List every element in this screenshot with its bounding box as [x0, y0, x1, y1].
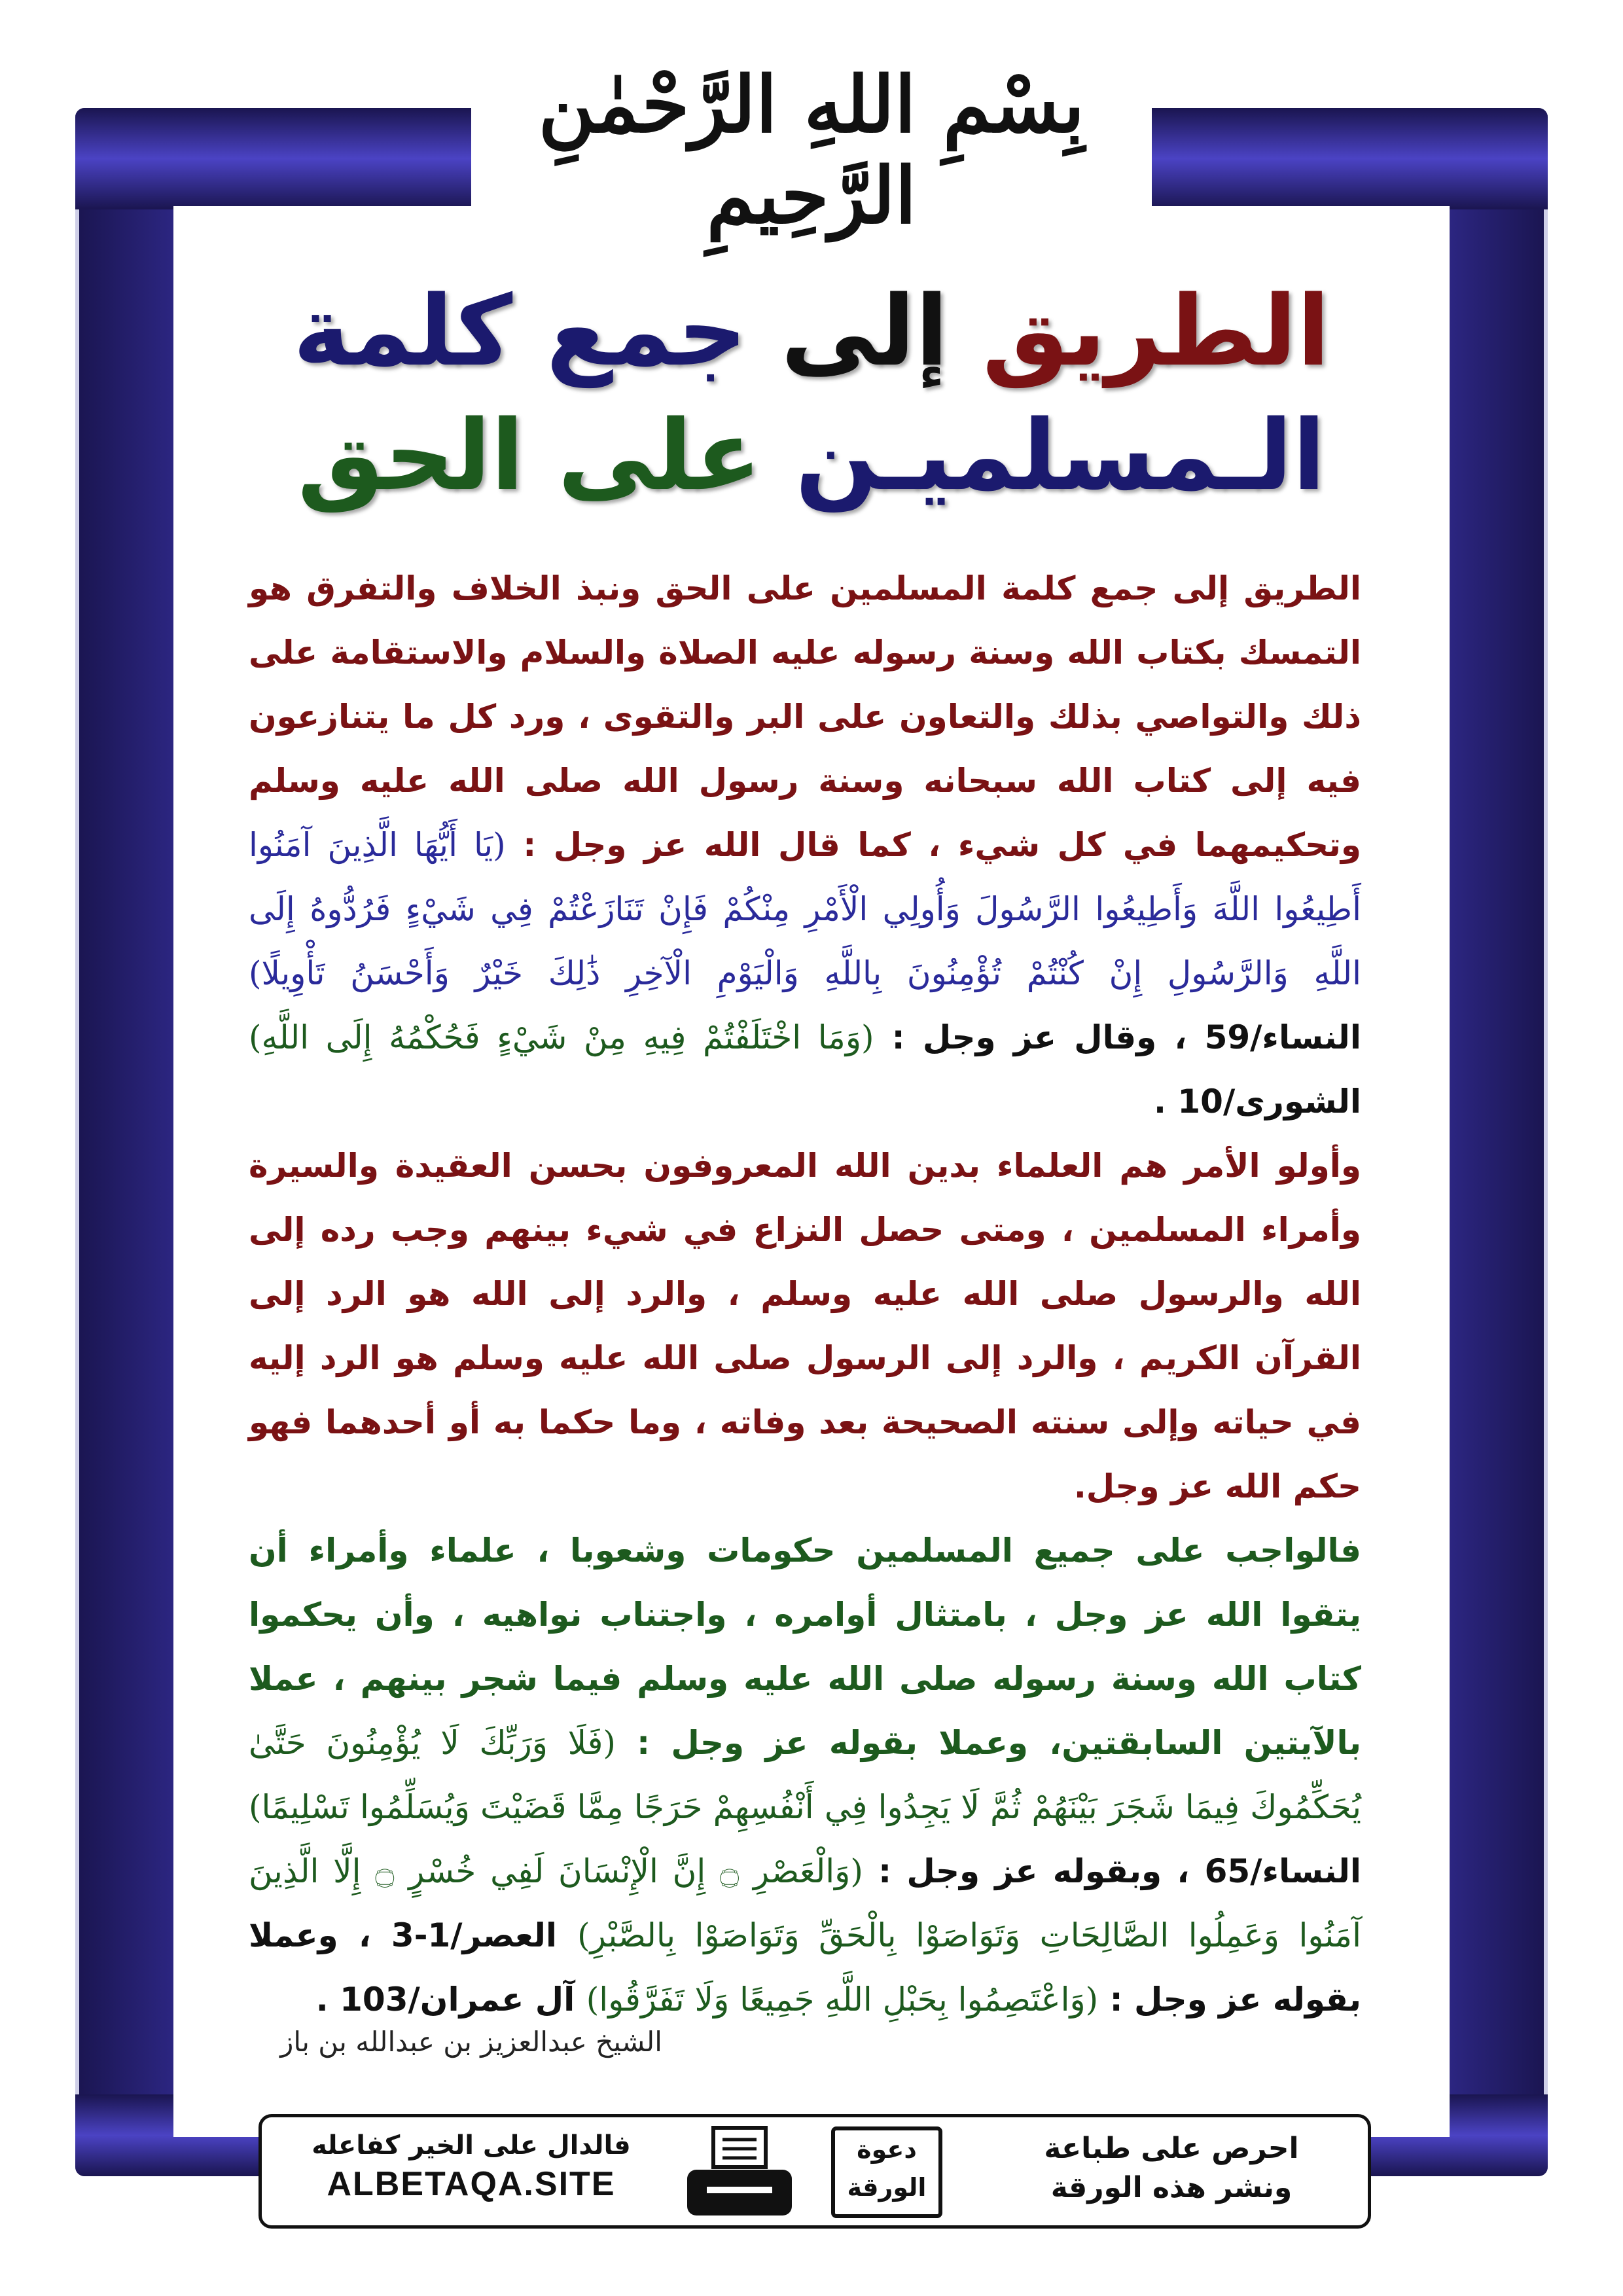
- verse-reference: آل عمران/103 .: [315, 1981, 575, 2018]
- paragraph-1-text-b: وقال عز وجل :: [891, 1018, 1157, 1056]
- logo-line1: دعوة: [857, 2135, 917, 2164]
- footer-site-block: [288, 2126, 654, 2204]
- verse-reference: العصر/1-3 ،: [358, 1916, 558, 1954]
- paragraph-1-text: الطريق إلى جمع كلمة المسلمين على الحق ونبذ الخلاف والتفرق هو التمسك بكتاب الله وسنة رسوله عليه الصلاة والسلام والاستقامة على ذلك والتواصي بذلك والتعاون على البر والتقوى ، ورد كل ما يتنازعون فيه إلى كتاب الله سبحانه وسنة رسول الله صلى الله عليه وسلم وتحكيمهما في كل شيء ، كما قال الله عز وجل :: [249, 569, 1361, 864]
- verse-reference: النساء/59 ،: [1174, 1018, 1361, 1056]
- page-title-line1: [0, 275, 1623, 387]
- basmala-box: [471, 13, 1152, 241]
- article-body: [249, 556, 1361, 2032]
- logo-line2: الورقة: [847, 2173, 927, 2202]
- footer-print-note: [1001, 2129, 1342, 2208]
- footer-print-line1: احرص على طباعة: [1044, 2132, 1299, 2165]
- quran-verse: (وَالْعَصْرِ ۝ إِنَّ الْإِنْسَانَ لَفِي خُسْرٍ ۝ إِلَّا الَّذِينَ آمَنُوا وَعَمِلُوا الصَّالِحَاتِ وَتَوَاصَوْا بِالْحَقِّ وَتَوَاصَوْا بِالصَّبْرِ): [249, 1852, 1361, 1954]
- verse-reference: النساء/65 ،: [1177, 1852, 1361, 1890]
- paragraph-3-text-c: وعملا بقوله عز وجل :: [249, 1916, 1361, 2018]
- footer-print-line2: ونشر هذه الورقة: [1050, 2171, 1293, 2204]
- paragraph-2: وأولو الأمر هم العلماء بدين الله المعروفون بحسن العقيدة والسيرة وأمراء المسلمين ، ومتى حصل النزاع في شيء بينهم وجب رده إلى الله والرسول صلى الله عليه وسلم ، والرد إلى الله هو الرد إلى القرآن الكريم ، والرد إلى الرسول صلى الله عليه وسلم هو الرد إليه في حياته وإلى سنته الصحيحة بعد وفاته ، وما حكما به أو أحدهما فهو حكم الله عز وجل.: [249, 1147, 1361, 1505]
- title-word-1: الطريق: [982, 275, 1330, 387]
- quran-verse: (يَا أَيُّهَا الَّذِينَ آمَنُوا أَطِيعُوا اللَّهَ وَأَطِيعُوا الرَّسُولَ وَأُولِي الْأَمْرِ مِنْكُمْ فَإِنْ تَنَازَعْتُمْ فِي شَيْءٍ فَرُدُّوهُ إِلَى اللَّهِ وَالرَّسُولِ إِنْ كُنْتُمْ تُؤْمِنُونَ بِاللَّهِ وَالْيَوْمِ الْآخِرِ ذَٰلِكَ خَيْرٌ وَأَحْسَنُ تَأْوِيلًا): [249, 826, 1361, 992]
- paragraph-3-text-b: وبقوله عز وجل :: [878, 1852, 1162, 1890]
- paragraph-3-text: فالواجب على جميع المسلمين حكومات وشعوبا ، علماء وأمراء أن يتقوا الله عز وجل ، بامتثال أوامره ، واجتناب نواهيه ، وأن يحكموا كتاب الله وسنة رسوله صلى الله عليه وسلم فيما شجر بينهم ، عملا بالآيتين السابقتين، وعملا بقوله عز وجل :: [249, 1532, 1361, 1762]
- dawah-logo: [831, 2126, 942, 2218]
- author-signature: الشيخ عبدالعزيز بن عبدالله بن باز: [280, 2026, 662, 2058]
- basmala-calligraphy: بِسْمِ اللهِ الرَّحْمٰنِ الرَّحِيمِ: [538, 59, 1085, 241]
- paragraph-3: [249, 1518, 1361, 2032]
- quran-verse: (وَمَا اخْتَلَفْتُمْ فِيهِ مِنْ شَيْءٍ فَحُكْمُهُ إِلَى اللَّهِ): [249, 1018, 874, 1056]
- printer-icon: [681, 2124, 798, 2222]
- paragraph-1: [249, 556, 1361, 1134]
- footer-banner: [259, 2114, 1371, 2229]
- title-word-3: جمع كلمة: [293, 275, 747, 387]
- quran-verse: (وَاعْتَصِمُوا بِحَبْلِ اللَّهِ جَمِيعًا وَلَا تَفَرَّقُوا): [586, 1981, 1099, 2018]
- title-word-5: على الحق: [297, 399, 762, 512]
- site-link[interactable]: ALBETAQA.SITE: [327, 2165, 616, 2203]
- quran-verse: (فَلَا وَرَبِّكَ لَا يُؤْمِنُونَ حَتَّىٰ يُحَكِّمُوكَ فِيمَا شَجَرَ بَيْنَهُمْ ثُمَّ لَا يَجِدُوا فِي أَنْفُسِهِمْ حَرَجًا مِمَّا قَضَيْتَ وَيُسَلِّمُوا تَسْلِيمًا): [249, 1724, 1361, 1826]
- verse-reference: الشورى/10 .: [1153, 1083, 1361, 1121]
- title-word-2: إلى: [781, 275, 949, 387]
- title-word-4: الـمسلميـن: [795, 399, 1326, 512]
- footer-slogan: فالدال على الخير كفاعله: [312, 2130, 631, 2161]
- page-title-line2: [0, 399, 1623, 512]
